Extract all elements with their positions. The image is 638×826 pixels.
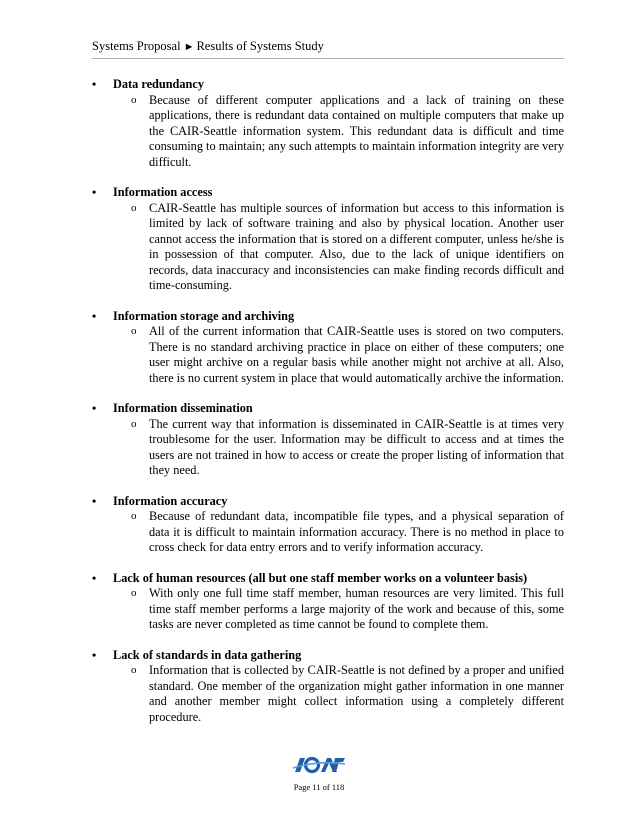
item-title-text: Information dissemination <box>113 401 253 415</box>
item-title <box>92 401 564 417</box>
item-title <box>92 571 564 587</box>
item-title <box>92 648 564 664</box>
list-item <box>92 648 564 726</box>
circle-bullet-icon: o <box>131 664 137 676</box>
item-description-text: The current way that information is disseminated in CAIR-Seattle is at times very troublesome for the user. Information may be difficult to access and at times the users are not trained in how to access or create the proper listing of information that they need. <box>149 416 564 477</box>
item-description <box>131 200 564 294</box>
document-body <box>92 77 564 740</box>
item-title-text: Information access <box>113 185 213 199</box>
circle-bullet-icon: o <box>131 587 137 599</box>
list-item <box>92 571 564 633</box>
list-item <box>92 309 564 387</box>
item-description <box>131 324 564 386</box>
page-number: Page 11 of 118 <box>293 782 345 792</box>
list-item <box>92 77 564 170</box>
bullet-icon: • <box>92 401 97 415</box>
bullet-icon: • <box>92 493 97 508</box>
item-title <box>92 309 564 325</box>
item-title-text: Lack of standards in data gathering <box>113 647 302 662</box>
list-item <box>92 401 564 479</box>
item-description-text: Information that is collected by CAIR-Seattle is not defined by a proper and unified standard. One member of the organization might gather information in one manner and another member might collect information using a completely different procedure. <box>149 663 564 724</box>
item-description <box>131 663 564 725</box>
item-title-text: Lack of human resources (all but one staff member works on a volunteer basis) <box>113 570 528 585</box>
item-title-text: Information accuracy <box>113 493 228 508</box>
bullet-icon: • <box>92 77 97 91</box>
item-description-text: CAIR-Seattle has multiple sources of information but access to this information is limited by lack of software training and also by physical location. Another user cannot access the information that is stored on a different computer, unless he/she is in possession of that computer. Also, due to the lack of unique identifiers on records, data inaccuracy and inconsistencies can make finding records difficult and time-consuming. <box>149 200 564 292</box>
logo-graphic <box>291 754 347 776</box>
item-title <box>92 185 564 201</box>
item-description-text: Because of different computer applications and a lack of training on these applications, there is redundant data contained on multiple computers that make up the CAIR-Seattle information system. This redundant data is difficult and time consuming to maintain; any such attempts to maintain information integrity are very difficult. <box>149 92 564 169</box>
circle-bullet-icon: o <box>131 325 137 337</box>
item-description-text: All of the current information that CAIR-Seattle uses is stored on two computers. There is no standard archiving practice in place on either of these computers; one user might archive on a regular basis while another might not archive at all. Also, there is no current system in place that would automatically archive the information. <box>149 324 564 385</box>
page-header <box>92 38 564 59</box>
item-description <box>131 586 564 633</box>
header-subsection: Results of Systems Study <box>196 39 324 53</box>
item-title-text: Data redundancy <box>113 77 204 91</box>
list-item <box>92 494 564 556</box>
page-footer <box>0 754 638 792</box>
item-description <box>131 92 564 171</box>
circle-bullet-icon: o <box>131 417 137 430</box>
circle-bullet-icon: o <box>131 510 137 522</box>
item-description-text: With only one full time staff member, human resources are very limited. This full time staff member performs a large majority of the work and because of this, some tasks are never completed as time cannot be found to complete them. <box>149 586 564 631</box>
bullet-icon: • <box>92 570 97 585</box>
bullet-icon: • <box>92 647 97 662</box>
item-description-text: Because of redundant data, incompatible file types, and a physical separation of data it is difficult to maintain information accuracy. There is no method in place to cross check for data entry errors and to verify information accuracy. <box>149 509 564 554</box>
list-item <box>92 185 564 294</box>
circle-bullet-icon: o <box>131 93 137 106</box>
bullet-icon: • <box>92 185 97 199</box>
item-title <box>92 77 564 93</box>
item-description <box>131 509 564 556</box>
bullet-icon: • <box>92 308 97 323</box>
right-triangle-icon: ► <box>183 41 195 53</box>
item-title-text: Information storage and archiving <box>113 308 295 323</box>
circle-bullet-icon: o <box>131 201 137 214</box>
item-description <box>131 416 564 479</box>
header-section: Systems Proposal <box>92 39 181 53</box>
organization-logo-icon <box>291 754 347 781</box>
item-title <box>92 494 564 510</box>
